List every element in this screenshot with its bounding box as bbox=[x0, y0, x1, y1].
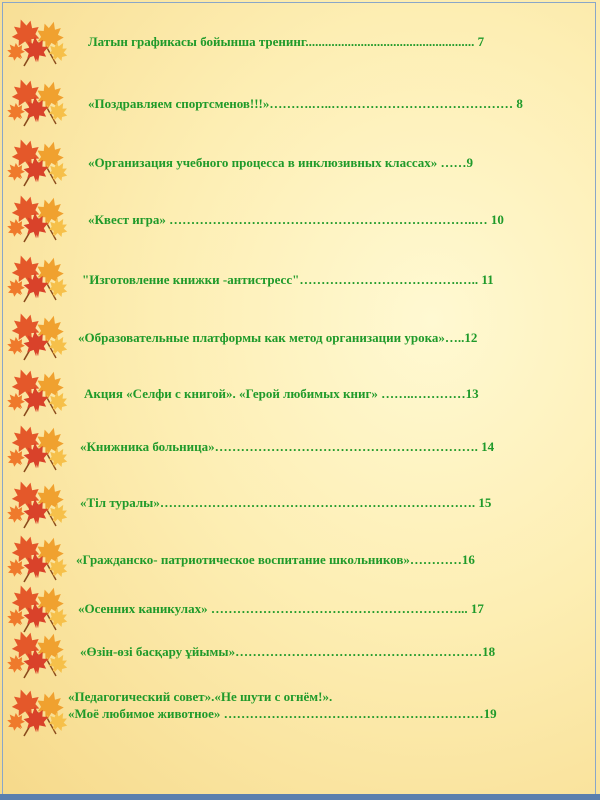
toc-item[interactable] bbox=[0, 686, 600, 738]
autumn-leaves-icon bbox=[6, 16, 72, 68]
autumn-leaves-icon bbox=[6, 192, 72, 244]
toc-entry: Латын графикасы бойынша тренинг.................................................... 7 bbox=[88, 34, 485, 49]
toc-entry-line: «Педагогический совет».«Не шути с огнём!». bbox=[68, 689, 333, 704]
toc-entry: «Осенних каникулах» …………………………………………………... 17 bbox=[78, 601, 484, 616]
toc-item[interactable] bbox=[0, 136, 600, 188]
toc-entry: «Организация учебного процесса в инклюзивных классах» ……9 bbox=[88, 155, 474, 170]
toc-item[interactable] bbox=[0, 366, 600, 418]
autumn-leaves-icon bbox=[6, 76, 72, 128]
toc-item[interactable] bbox=[0, 76, 600, 128]
autumn-leaves-icon bbox=[6, 310, 72, 362]
toc-entry-line: «Моё любимое животное» ……………………………………………………19 bbox=[68, 706, 497, 721]
toc-entry: «Тіл туралы»………………………………………………………………. 15 bbox=[80, 495, 492, 510]
toc-entry: «Образовательные платформы как метод организации урока»…..12 bbox=[78, 330, 478, 345]
autumn-leaves-icon bbox=[6, 422, 72, 474]
toc-item[interactable] bbox=[0, 422, 600, 474]
toc-item[interactable] bbox=[0, 582, 600, 634]
autumn-leaves-icon bbox=[6, 532, 72, 584]
autumn-leaves-icon bbox=[6, 582, 72, 634]
toc-item[interactable] bbox=[0, 192, 600, 244]
toc-entry: «Квест игра» ……………………………………………………………..… 10 bbox=[88, 212, 504, 227]
toc-entry: «Книжника больница»……………………………………………………. 14 bbox=[80, 439, 495, 454]
toc-entry: "Изготовление книжки -антистресс"……………………………….….. 11 bbox=[82, 272, 494, 287]
toc-entry: «Өзін-өзі басқару ұйымы»…………………………………………………18 bbox=[80, 644, 496, 659]
toc-entry: Акция «Селфи с книгой». «Герой любимых книг» ……..…………13 bbox=[84, 386, 479, 401]
toc-item[interactable] bbox=[0, 16, 600, 68]
toc-item[interactable] bbox=[0, 252, 600, 304]
bottom-band bbox=[0, 794, 600, 800]
toc-entry: «Поздравляем спортсменов!!!»……….…..…………………………………… 8 bbox=[88, 96, 523, 111]
toc-item[interactable] bbox=[0, 532, 600, 584]
toc-entry: «Гражданско- патриотическое воспитание школьников»…………16 bbox=[76, 552, 475, 567]
autumn-leaves-icon bbox=[6, 686, 72, 738]
autumn-leaves-icon bbox=[6, 136, 72, 188]
autumn-leaves-icon bbox=[6, 628, 72, 680]
toc-item[interactable] bbox=[0, 628, 600, 680]
toc-item[interactable] bbox=[0, 310, 600, 362]
toc-item[interactable] bbox=[0, 478, 600, 530]
autumn-leaves-icon bbox=[6, 252, 72, 304]
autumn-leaves-icon bbox=[6, 366, 72, 418]
autumn-leaves-icon bbox=[6, 478, 72, 530]
toc-entry bbox=[68, 688, 497, 722]
